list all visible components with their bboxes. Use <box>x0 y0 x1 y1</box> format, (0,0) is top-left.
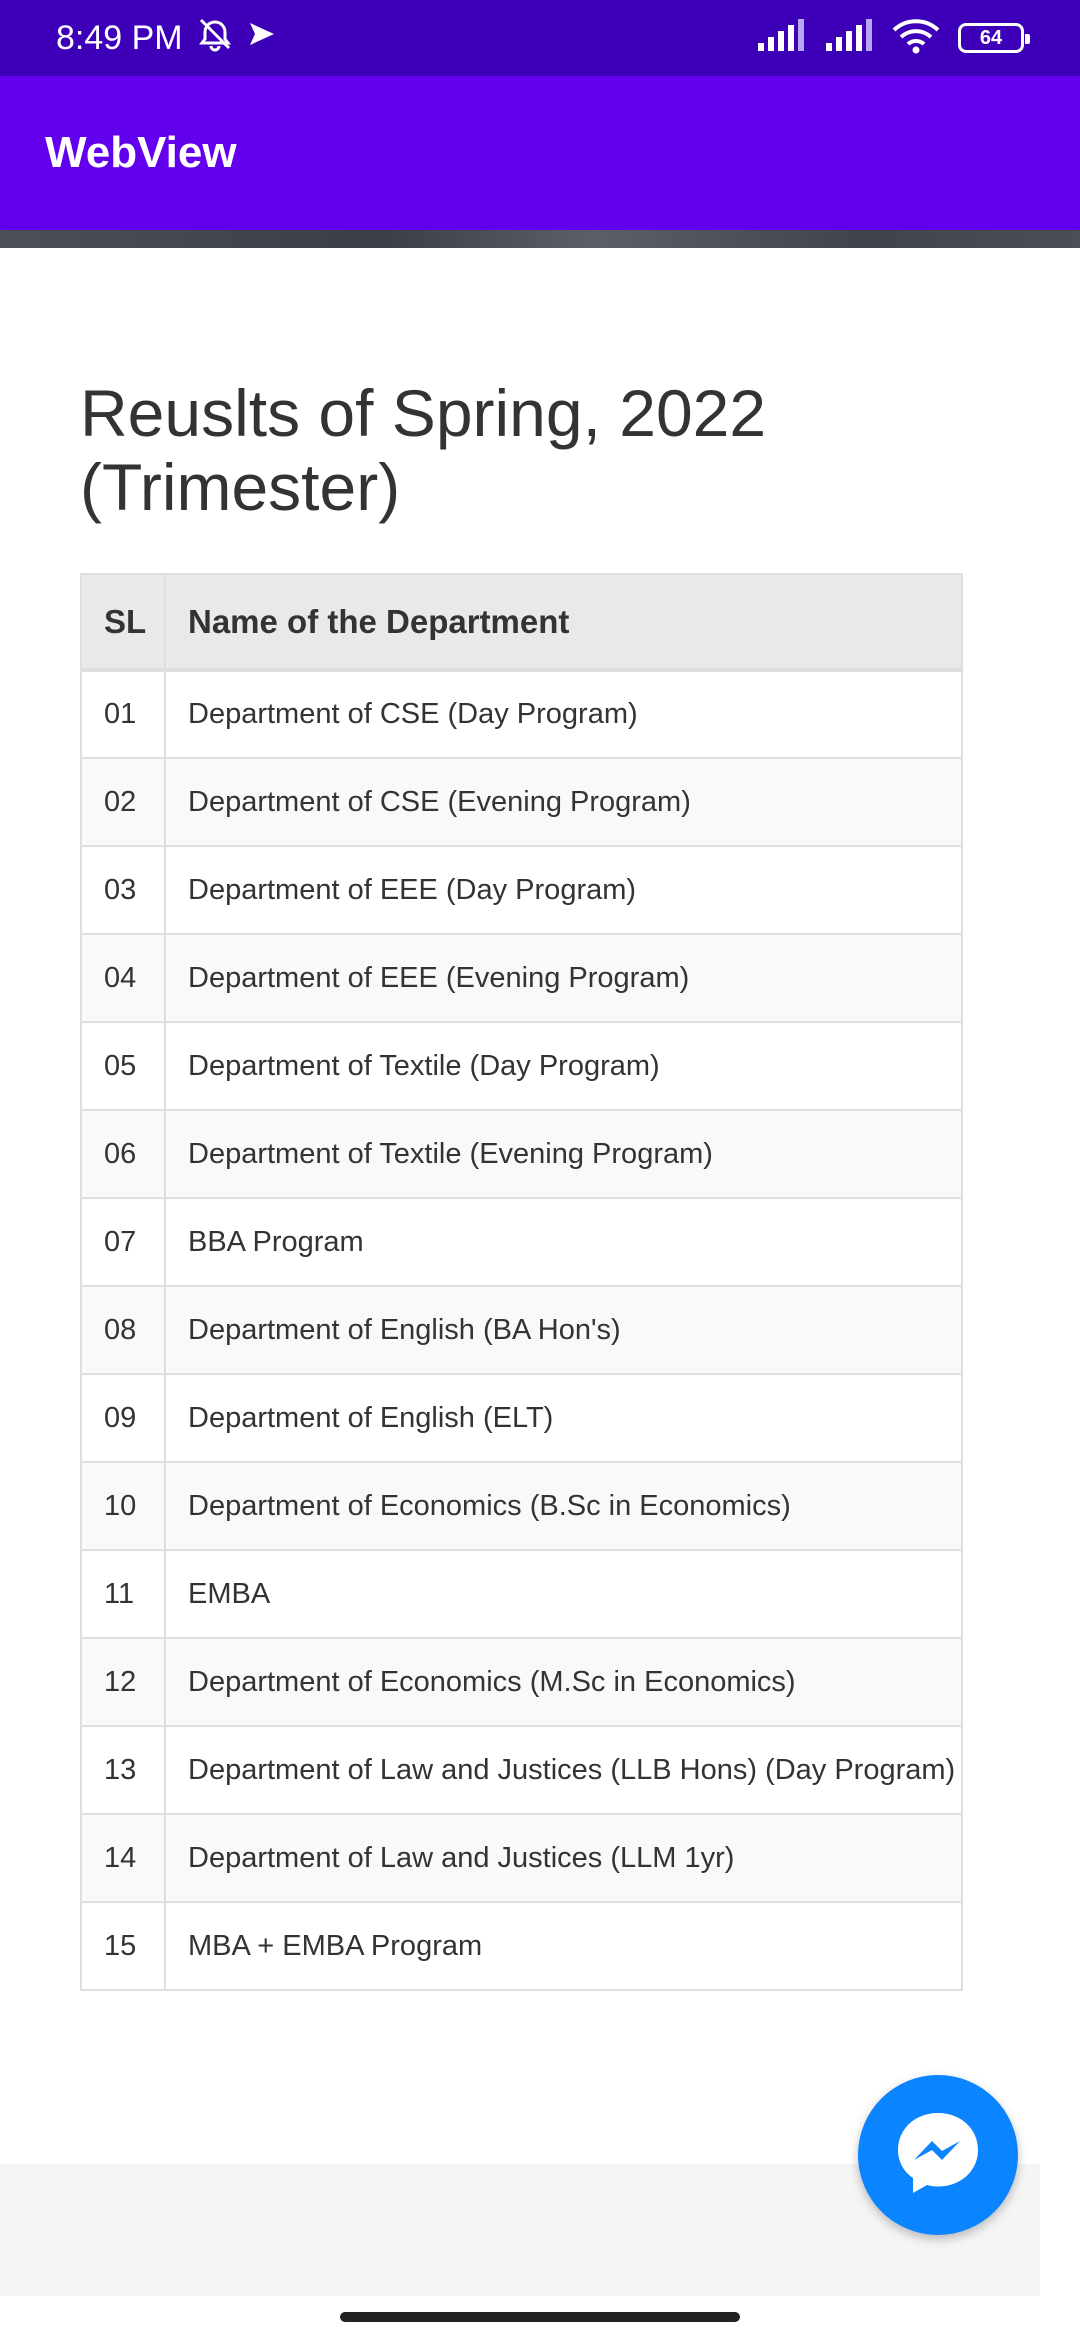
table-row[interactable] <box>81 670 962 758</box>
messenger-chat-button[interactable] <box>858 2075 1018 2235</box>
app-bar <box>0 76 1080 230</box>
header-sl: SL <box>81 574 165 670</box>
row-sl: 12 <box>81 1638 165 1726</box>
row-sl: 06 <box>81 1110 165 1198</box>
table-header-row <box>81 574 962 670</box>
table-row[interactable] <box>81 1726 962 1814</box>
table-row[interactable] <box>81 1286 962 1374</box>
row-department-link[interactable]: Department of English (BA Hon's) <box>165 1286 962 1374</box>
status-left <box>56 16 277 61</box>
row-sl: 14 <box>81 1814 165 1902</box>
send-icon <box>247 19 277 58</box>
table-row[interactable] <box>81 1110 962 1198</box>
status-time: 8:49 PM <box>56 18 183 57</box>
row-department-link[interactable]: Department of Economics (M.Sc in Economics) <box>165 1638 962 1726</box>
messenger-icon <box>890 2105 986 2206</box>
table-row[interactable] <box>81 1638 962 1726</box>
table-row[interactable] <box>81 1550 962 1638</box>
row-sl: 15 <box>81 1902 165 1990</box>
row-sl: 07 <box>81 1198 165 1286</box>
header-department: Name of the Department <box>165 574 962 670</box>
row-sl: 02 <box>81 758 165 846</box>
row-department-link[interactable]: Department of Textile (Day Program) <box>165 1022 962 1110</box>
signal-icon <box>824 19 874 58</box>
row-sl: 11 <box>81 1550 165 1638</box>
row-sl: 04 <box>81 934 165 1022</box>
row-sl: 09 <box>81 1374 165 1462</box>
header-image-strip <box>0 230 1080 248</box>
table-row[interactable] <box>81 1198 962 1286</box>
row-department-link[interactable]: MBA + EMBA Program <box>165 1902 962 1990</box>
battery-icon <box>958 23 1024 53</box>
row-department-link[interactable]: Department of Law and Justices (LLM 1yr) <box>165 1814 962 1902</box>
table-row[interactable] <box>81 846 962 934</box>
row-department-link[interactable]: Department of CSE (Evening Program) <box>165 758 962 846</box>
status-right <box>756 18 1024 59</box>
row-sl: 03 <box>81 846 165 934</box>
battery-level: 64 <box>979 26 1003 49</box>
table-row[interactable] <box>81 1902 962 1990</box>
row-department-link[interactable]: Department of EEE (Evening Program) <box>165 934 962 1022</box>
page-title: Reuslts of Spring, 2022 (Trimester) <box>80 376 767 524</box>
results-table <box>80 573 963 1991</box>
mute-alarm-icon <box>195 16 235 61</box>
row-sl: 13 <box>81 1726 165 1814</box>
status-bar <box>0 0 1080 76</box>
row-sl: 01 <box>81 670 165 758</box>
signal-icon <box>756 19 806 58</box>
table-row[interactable] <box>81 1022 962 1110</box>
row-department-link[interactable]: Department of Law and Justices (LLB Hons) (Day Program) <box>165 1726 962 1814</box>
row-department-link[interactable]: Department of Textile (Evening Program) <box>165 1110 962 1198</box>
table-row[interactable] <box>81 1814 962 1902</box>
wifi-icon <box>892 18 940 59</box>
row-sl: 10 <box>81 1462 165 1550</box>
row-department-link[interactable]: EMBA <box>165 1550 962 1638</box>
row-department-link[interactable]: Department of English (ELT) <box>165 1374 962 1462</box>
web-content[interactable] <box>0 248 1080 2168</box>
table-row[interactable] <box>81 934 962 1022</box>
row-sl: 08 <box>81 1286 165 1374</box>
row-department-link[interactable]: BBA Program <box>165 1198 962 1286</box>
table-row[interactable] <box>81 1374 962 1462</box>
row-department-link[interactable]: Department of Economics (B.Sc in Economics) <box>165 1462 962 1550</box>
row-department-link[interactable]: Department of EEE (Day Program) <box>165 846 962 934</box>
table-row[interactable] <box>81 758 962 846</box>
row-sl: 05 <box>81 1022 165 1110</box>
row-department-link[interactable]: Department of CSE (Day Program) <box>165 670 962 758</box>
home-indicator[interactable] <box>340 2312 740 2322</box>
app-title: WebView <box>45 128 237 177</box>
table-row[interactable] <box>81 1462 962 1550</box>
